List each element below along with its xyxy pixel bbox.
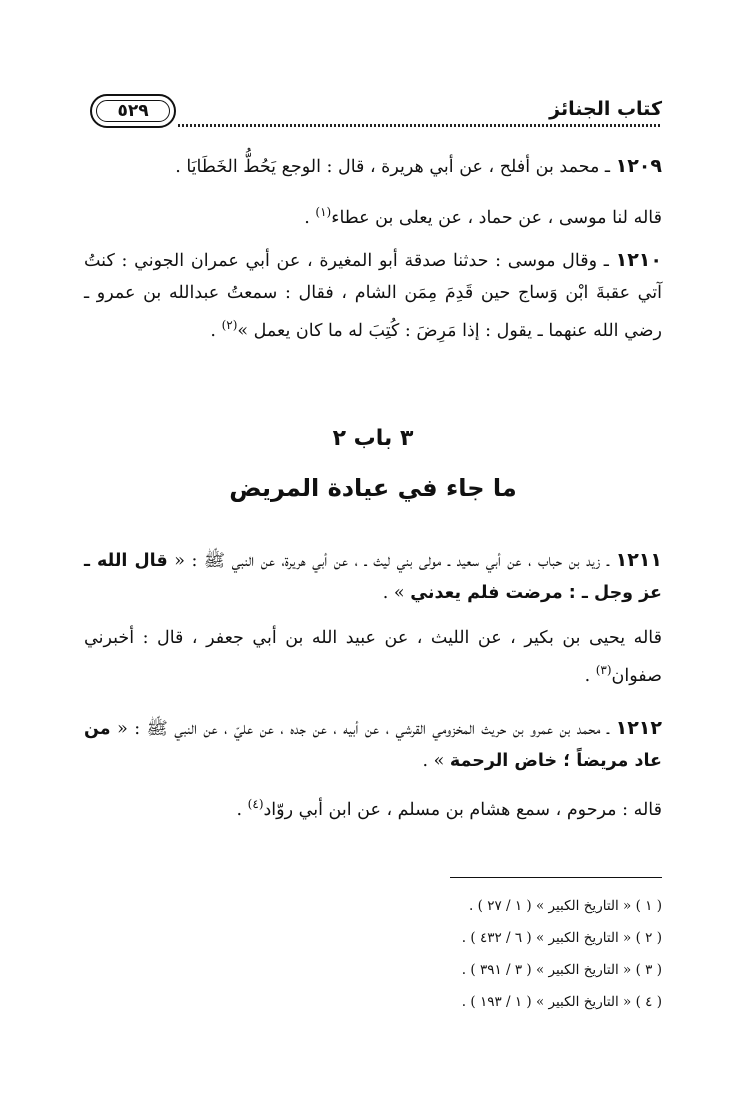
hadith-number: ١٢١٢: [615, 717, 662, 739]
hadith-1212: ١٢١٢ ـ محمد بن عمرو بن حريث المخزومي القرشي ، عن أبيه ، عن جده ، عن عليّ ، عن النبي ﷺ : « من عاد مريضاً ؛ خاض الرحمة » .: [84, 717, 662, 771]
source-text: قاله يحيى بن بكير ، عن الليث ، عن عبيد الله بن أبي جعفر ، قال : أخبرني صفوان: [84, 628, 662, 686]
hadith-text: ـ وقال موسى : حدثنا صدقة أبو المغيرة ، عن أبي عمران الجوني : كنتُ آتي عقبةَ ابْن وَساج حين قَدِمَ مِمَن الشام ، فقال : سمعتُ عبدالله بن عمرو ـ رضي الله عنهما ـ يقول : إذا مَرِضَ : كُتِبَ له ما كان يعمل »: [84, 251, 662, 341]
footnote-ref-1: (١): [315, 205, 332, 219]
book-title: كتاب الجنائز: [549, 98, 662, 120]
hadith-1209: [84, 150, 662, 183]
footnote-1: ( ١ ) « التاريخ الكبير » ( ١ / ٢٧ ) .: [469, 898, 662, 914]
hadith-text: ـ زيد بن حباب ، عن أبي سعيد ـ مولى بني ليث ـ ، عن أبي هريرة، عن النبي ﷺ : «: [167, 551, 616, 571]
hadith-quote: قال الله ـ عز وجل ـ : مرضت فلم يعدني: [84, 551, 662, 603]
hadith-number: ١٢١١: [615, 549, 662, 571]
hadith-1211-source: قاله يحيى بن بكير ، عن الليث ، عن عبيد الله بن أبي جعفر ، قال : أخبرني صفوان$^{(٣)}$ .: [84, 628, 662, 686]
hadith-text: ـ محمد بن عمرو بن حريث المخزومي القرشي ، عن أبيه ، عن جده ، عن عليّ ، عن النبي ﷺ : «: [110, 719, 616, 739]
hadith-text: ـ محمد بن أفلح ، عن أبي هريرة ، قال : الوجع يَحُطُّ الخَطَايَا .: [175, 157, 616, 177]
chapter-title: ما جاء في عيادة المريض: [229, 474, 517, 502]
hadith-quote: من عاد مريضاً ؛ خاض الرحمة: [84, 719, 662, 771]
footnote-4: ( ٤ ) « التاريخ الكبير » ( ١ / ١٩٣ ) .: [461, 994, 662, 1010]
footnote-divider: [450, 877, 662, 878]
hadith-1209-source: قاله لنا موسى ، عن حماد ، عن يعلى بن عطاء$^{(١)}$ .: [304, 205, 662, 228]
page-header: [84, 94, 662, 134]
chapter-number: ٣ باب ٢: [332, 426, 414, 451]
header-divider: [178, 124, 662, 127]
footnote-ref-2: (٢): [221, 318, 238, 332]
source-text: قاله : مرحوم ، سمع هشام بن مسلم ، عن ابن أبي روّاد: [263, 799, 662, 820]
hadith-number: ١٢٠٩: [615, 155, 662, 177]
footnote-ref-4: (٤): [247, 797, 264, 811]
source-text: قاله لنا موسى ، عن حماد ، عن يعلى بن عطاء: [331, 207, 662, 228]
page-number: ٥٢٩: [117, 101, 149, 121]
hadith-1211: ١٢١١ ـ زيد بن حباب ، عن أبي سعيد ـ مولى بني ليث ـ ، عن أبي هريرة، عن النبي ﷺ : « قال الله ـ عز وجل ـ : مرضت فلم يعدني » .: [84, 549, 662, 603]
footnote-3: ( ٣ ) « التاريخ الكبير » ( ٣ / ٣٩١ ) .: [461, 962, 662, 978]
page-number-badge: [90, 94, 176, 128]
hadith-number: ١٢١٠: [615, 249, 662, 271]
footnote-2: ( ٢ ) « التاريخ الكبير » ( ٦ / ٤٣٢ ) .: [461, 930, 662, 946]
hadith-1212-source: قاله : مرحوم ، سمع هشام بن مسلم ، عن ابن أبي روّاد$^{(٤)}$ .: [236, 797, 662, 820]
footnote-ref-3: (٣): [595, 663, 612, 677]
hadith-1210: ١٢١٠ ـ وقال موسى : حدثنا صدقة أبو المغيرة ، عن أبي عمران الجوني : كنتُ آتي عقبةَ ابْن وَساج حين قَدِمَ مِمَن الشام ، فقال : سمعتُ عبدالله بن عمرو ـ رضي الله عنهما ـ يقول : إذا مَرِضَ : كُتِبَ له ما كان يعمل »$^{(٢)}$ .: [84, 249, 662, 341]
